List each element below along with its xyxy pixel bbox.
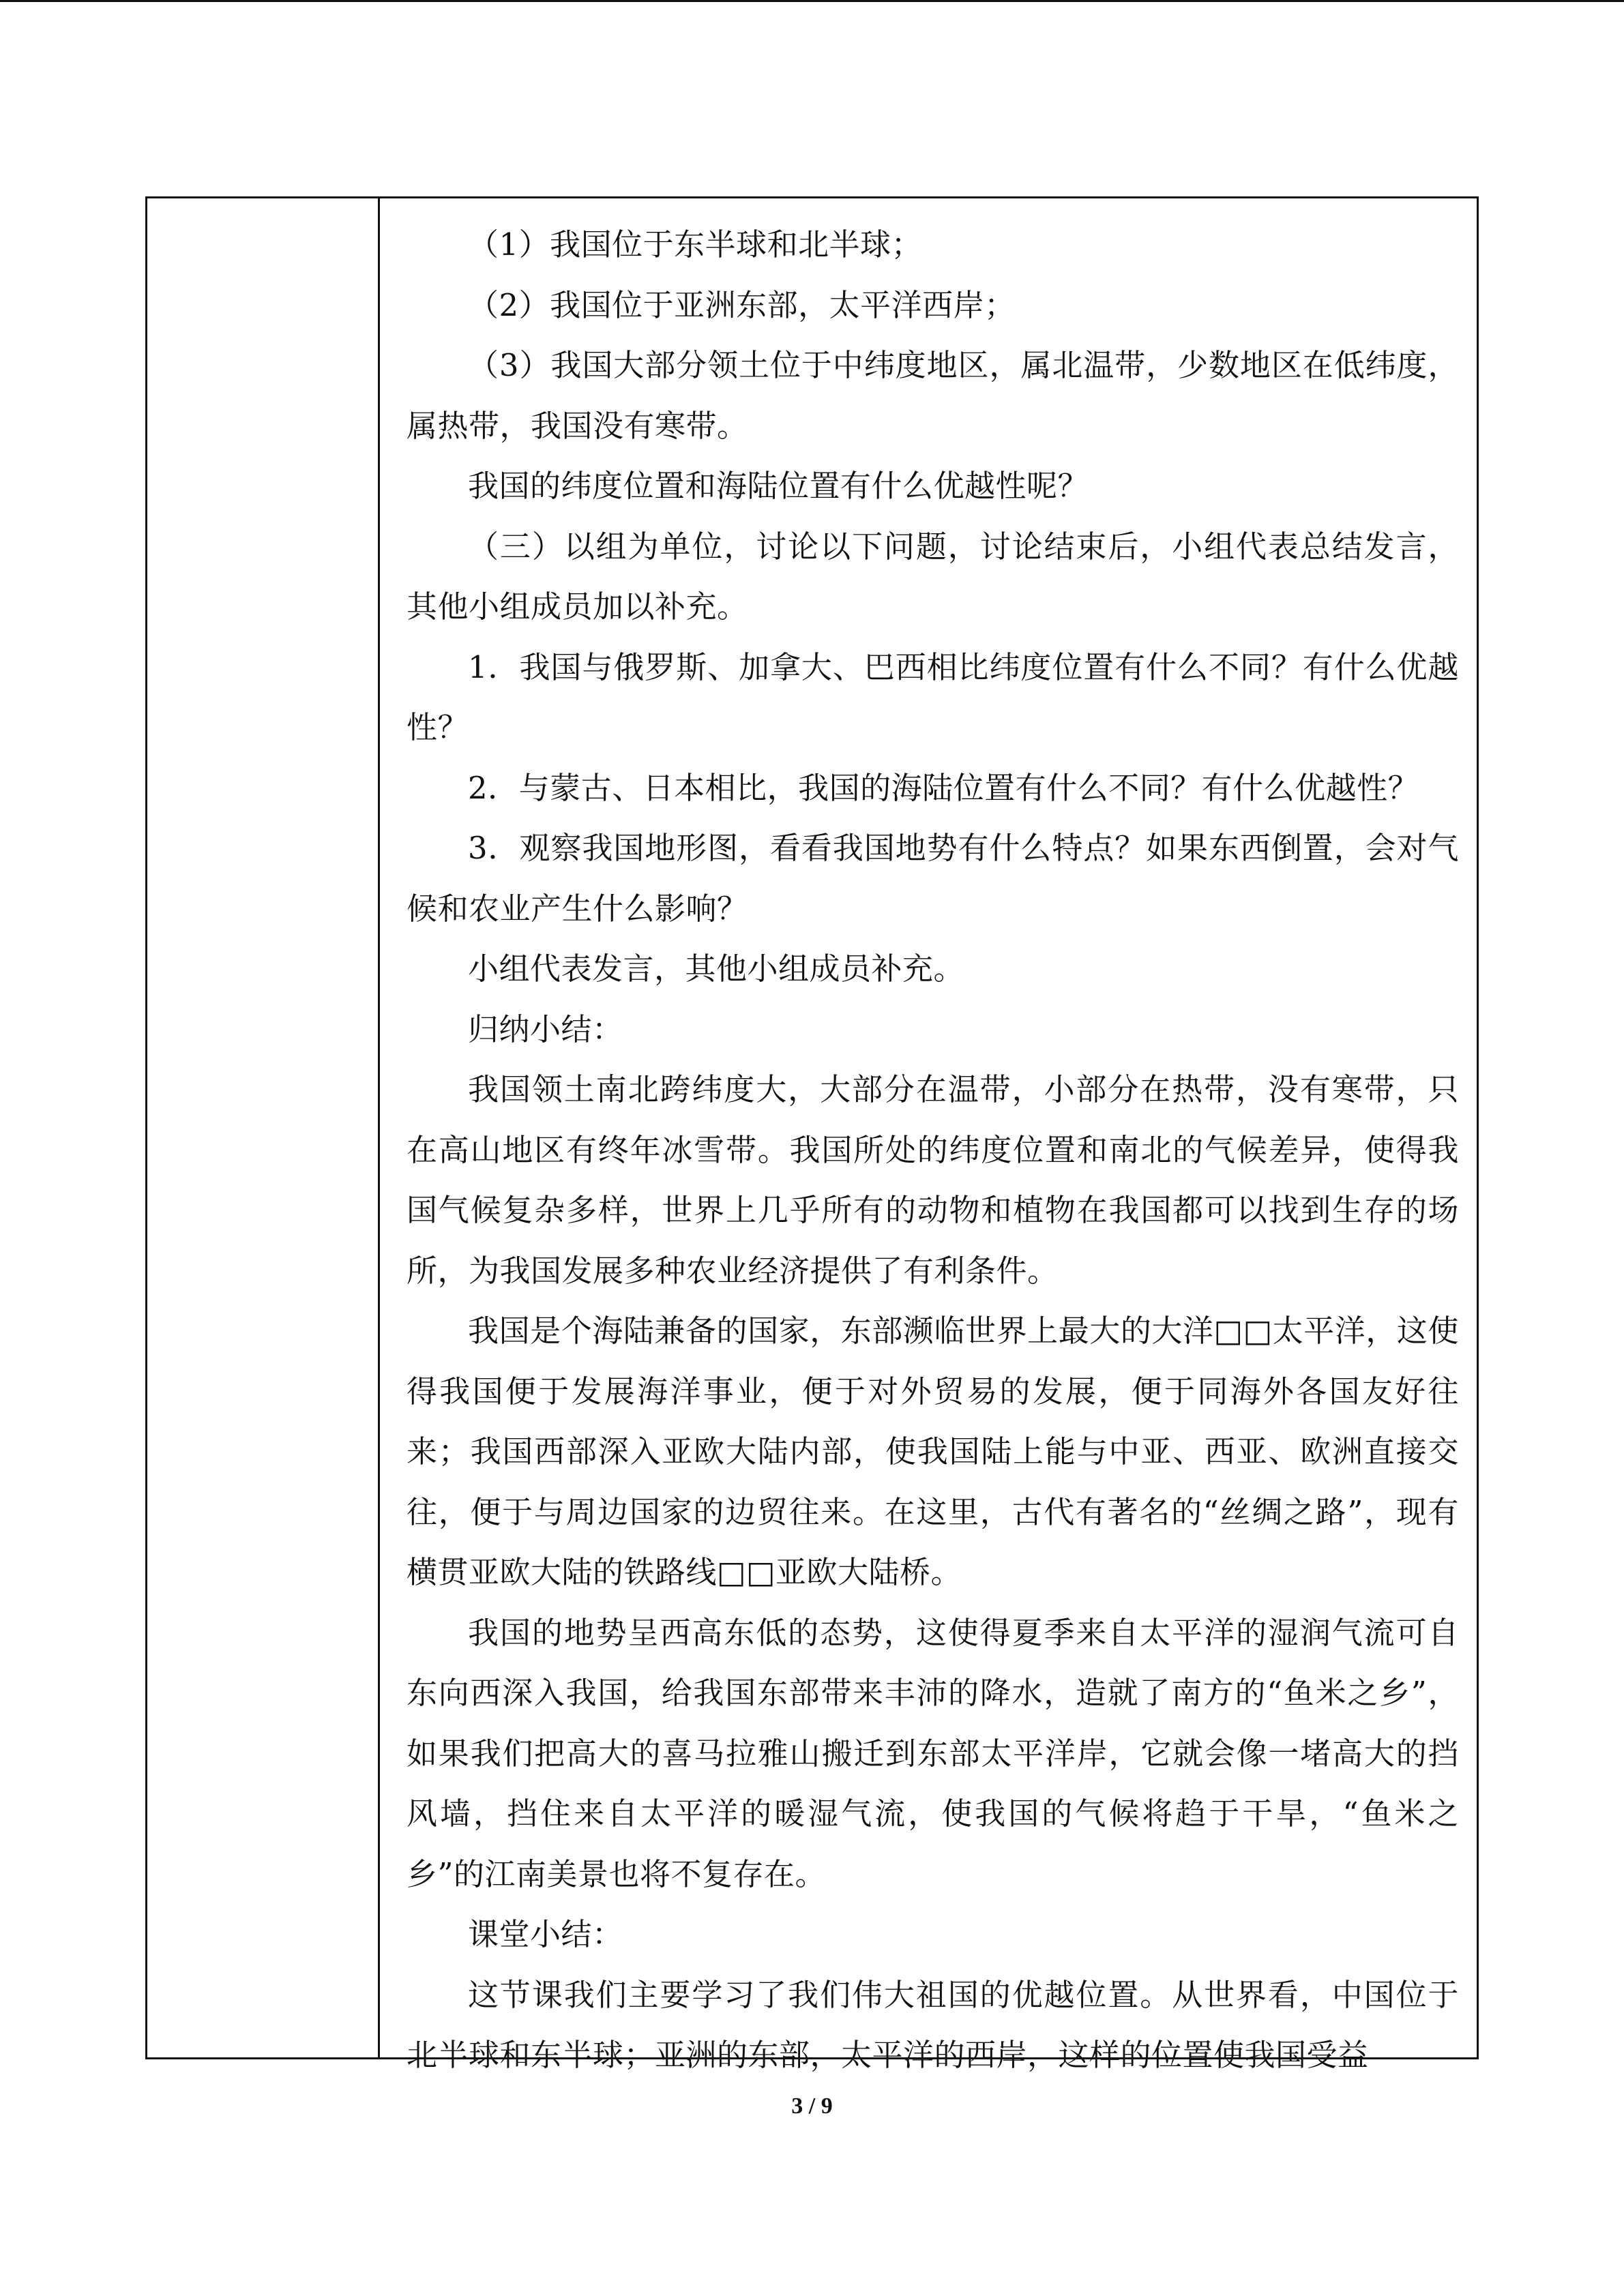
- paragraph-question-3: 3．观察我国地形图，看看我国地势有什么特点？如果东西倒置，会对气候和农业产生什么影响？: [407, 830, 1459, 927]
- paragraph-location-asia-pacific: （2）我国位于亚洲东部，太平洋西岸；: [468, 286, 1016, 323]
- table-label-column: [147, 198, 380, 2057]
- paragraph-group-discussion: （三）以组为单位，讨论以下问题，讨论结束后，小组代表总结发言，其他小组成员加以补充。: [407, 528, 1459, 625]
- table-content-cell: [382, 198, 1477, 2073]
- paragraph-class-summary-heading: 课堂小结：: [468, 1916, 623, 1952]
- paragraph-class-summary: 这节课我们主要学习了我们伟大祖国的优越位置。从世界看，中国位于北半球和东半球；亚洲的东部，太平洋的西岸，这样的位置使我国受益: [407, 1976, 1459, 2073]
- paragraph-location-latitude: （3）我国大部分领土位于中纬度地区，属北温带，少数地区在低纬度，属热带，我国没有寒带。: [407, 347, 1459, 444]
- paragraph-question-1: 1．我国与俄罗斯、加拿大、巴西相比纬度位置有什么不同？有什么优越性？: [407, 648, 1459, 745]
- paragraph-advantage-question: 我国的纬度位置和海陆位置有什么优越性呢？: [468, 468, 1089, 504]
- paragraph-latitude-summary: 我国领土南北跨纬度大，大部分在温带，小部分在热带，没有寒带，只在高山地区有终年冰雪带。我国所处的纬度位置和南北的气候差异，使得我国气候复杂多样，世界上几乎所有的动物和植物在我国都可以找到生存的场所，为我国发展多种农业经济提供了有利条件。: [407, 1071, 1459, 1289]
- paragraph-summary-heading: 归纳小结：: [468, 1011, 623, 1047]
- top-border-line: [0, 0, 1624, 2]
- lesson-plan-table: [145, 196, 1479, 2073]
- paragraph-location-hemisphere: （1）我国位于东半球和北半球；: [468, 226, 923, 263]
- paragraph-question-2: 2．与蒙古、日本相比，我国的海陆位置有什么不同？有什么优越性？: [468, 769, 1419, 806]
- page-number: 3 / 9: [791, 2093, 833, 2119]
- paragraph-group-speech: 小组代表发言，其他小组成员补充。: [468, 951, 965, 987]
- paragraph-sea-land-summary: 我国是个海陆兼备的国家，东部濒临世界上最大的大洋□□太平洋，这使得我国便于发展海洋事业，便于对外贸易的发展，便于同海外各国友好往来；我国西部深入亚欧大陆内部，使我国陆上能与中亚、西亚、欧洲直接交往，便于与周边国家的边贸往来。在这里，古代有著名的“丝绸之路”，现有横贯亚欧大陆的铁路线□□亚欧大陆桥。: [407, 1313, 1459, 1590]
- paragraph-terrain-summary: 我国的地势呈西高东低的态势，这使得夏季来自太平洋的湿润气流可自东向西深入我国，给我国东部带来丰沛的降水，造就了南方的“鱼米之乡”，如果我们把高大的喜马拉雅山搬迁到东部太平洋岸，它就会像一堵高大的挡风墙，挡住来自太平洋的暖湿气流，使我国的气候将趋于干旱，“鱼米之乡”的江南美景也将不复存在。: [407, 1614, 1459, 1892]
